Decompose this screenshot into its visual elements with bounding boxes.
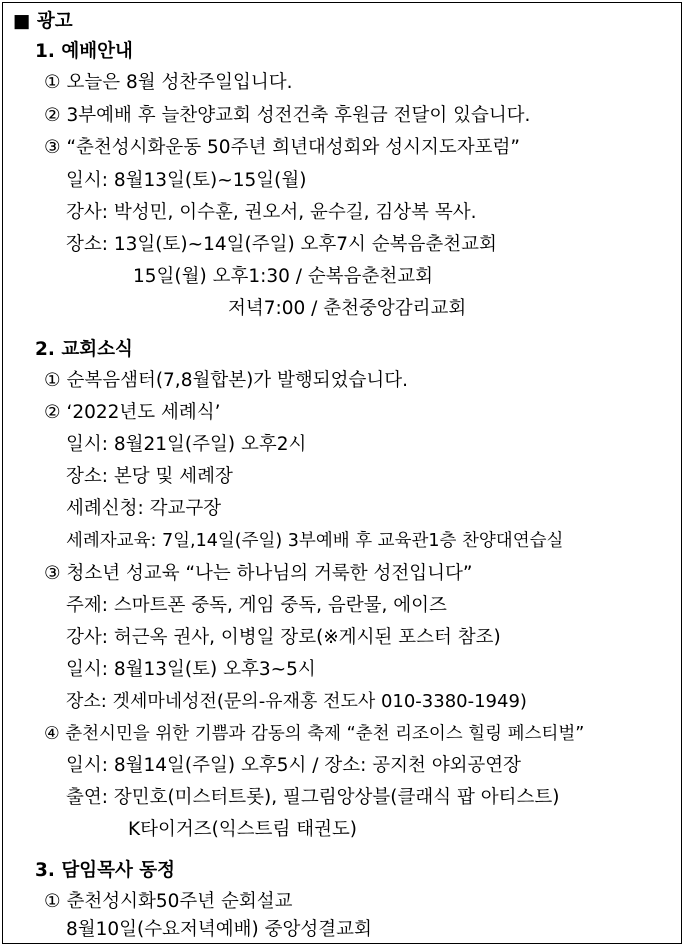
section-heading-worship: 1. 예배안내 [35,41,133,62]
news-item-4-date-place: 일시: 8월14일(주일) 오후5시 / 장소: 공지천 야외공연장 [66,755,522,776]
news-item-4-performers-2: K타이거즈(익스트림 태권도) [128,819,358,840]
worship-item-3-place: 장소: 13일(토)~14일(주일) 오후7시 순복음춘천교회 [66,234,497,255]
announcement-box [2,2,682,944]
worship-item-3-place-2: 15일(월) 오후1:30 / 순복음춘천교회 [133,266,433,287]
news-item-2-date: 일시: 8월21일(주일) 오후2시 [66,434,307,455]
news-item-4-performers: 출연: 장민호(미스터트롯), 필그림앙상블(클래식 팝 아티스트) [66,787,560,808]
worship-item-2: ② 3부예배 후 늘찬양교회 성전건축 후원금 전달이 있습니다. [44,105,531,126]
news-item-2-apply: 세례신청: 각교구장 [66,498,222,519]
section-heading-pastor: 3. 담임목사 동정 [35,860,176,881]
news-item-3-place: 장소: 겟세마네성전(문의-유재홍 전도사 010-3380-1949) [66,691,527,712]
news-item-3-topic: 주제: 스마트폰 중독, 게임 중독, 음란물, 에이즈 [66,595,447,616]
news-item-3: ③ 청소년 성교육 “나는 하나님의 거룩한 성전입니다” [44,563,473,584]
worship-item-3-speakers: 강사: 박성민, 이수훈, 권오서, 윤수길, 김상복 목사. [66,202,477,223]
news-item-1: ① 순복음샘터(7,8월합본)가 발행되었습니다. [44,370,409,391]
worship-item-3-date: 일시: 8월13일(토)~15일(월) [66,170,307,191]
pastor-item-1: ① 춘천성시화50주년 순회설교 [44,891,293,912]
news-item-4: ④ 춘천시민을 위한 기쁨과 감동의 축제 “춘천 리조이스 힐링 페스티벌” [44,724,585,744]
news-item-2-education: 세례자교육: 7일,14일(주일) 3부예배 후 교육관1층 찬양대연습실 [66,531,564,551]
worship-item-3-place-3: 저녁7:00 / 춘천중앙감리교회 [228,298,467,319]
section-heading-church-news: 2. 교회소식 [35,339,133,360]
news-item-3-date: 일시: 8월13일(토) 오후3~5시 [66,659,316,680]
worship-item-1: ① 오늘은 8월 성찬주일입니다. [44,72,293,93]
news-item-2: ② ‘2022년도 세례식’ [44,402,221,423]
news-item-3-speakers: 강사: 허근옥 권사, 이병일 장로(※게시된 포스터 참조) [66,627,501,648]
announcement-title: ■ 광고 [13,11,73,32]
news-item-2-place: 장소: 본당 및 세례장 [66,466,233,487]
pastor-item-1-detail: 8월10일(수요저녁예배) 중앙성결교회 [66,919,372,940]
worship-item-3: ③ “춘천성시화운동 50주년 희년대성회와 성시지도자포럼” [44,137,520,158]
